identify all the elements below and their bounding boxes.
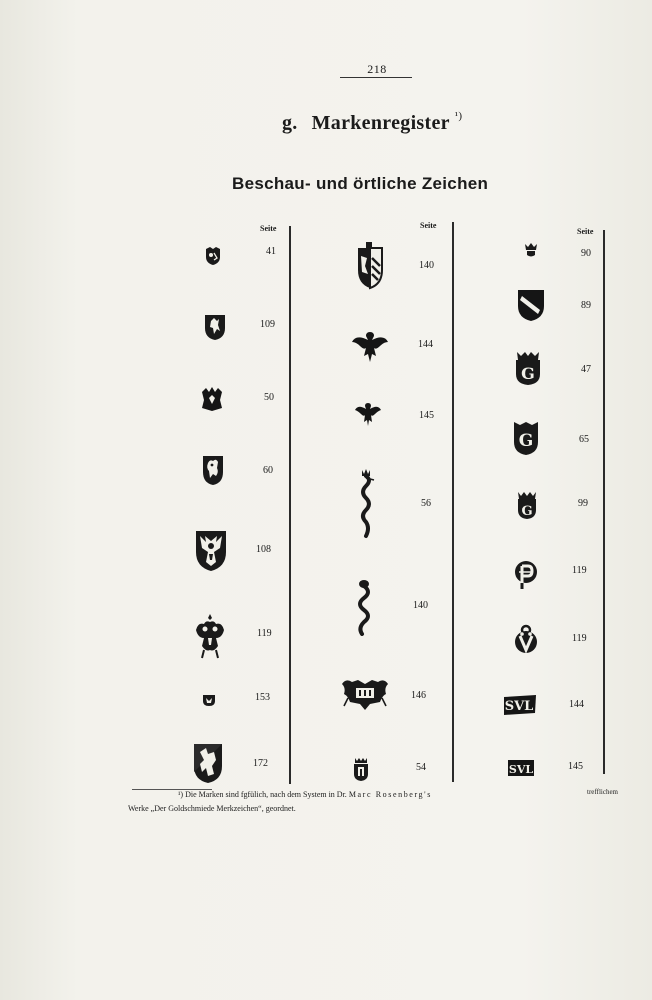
section-subheading: Beschau- und örtliche Zeichen — [232, 174, 489, 193]
crowned-tower-icon — [352, 756, 370, 782]
footnote-line-1 — [128, 788, 618, 802]
page-ref: 119 — [572, 633, 587, 644]
bend-shield-icon — [516, 288, 546, 322]
page-ref: 140 — [413, 600, 428, 611]
page-ref: 119 — [572, 565, 587, 576]
page-ref: 153 — [255, 692, 270, 703]
column-2-header: Seite — [420, 221, 437, 230]
column-1-rule — [289, 226, 291, 784]
eagle-shield-icon — [194, 528, 228, 572]
page-ref: 99 — [578, 498, 588, 509]
svg-text:G: G — [518, 431, 534, 451]
dark-crest-icon — [200, 386, 224, 412]
section-heading — [282, 112, 462, 135]
section-title: Markenregister — [311, 112, 450, 134]
section-letter: g. — [282, 112, 298, 134]
page-number: 218 — [367, 62, 387, 76]
footnote-reference: ¹) — [454, 110, 463, 123]
g-shield-icon — [512, 420, 540, 456]
page-ref: 50 — [264, 392, 274, 403]
ring-p-icon — [514, 558, 538, 590]
page-ref: 172 — [253, 758, 268, 769]
page-ref: 65 — [579, 434, 589, 445]
serpent-icon — [352, 578, 376, 636]
page-ref: 140 — [419, 260, 434, 271]
ring-v-icon — [514, 622, 538, 656]
svg-text:SVL: SVL — [508, 763, 534, 776]
column-3-rule — [603, 230, 605, 774]
page-ref: 47 — [581, 364, 591, 375]
page-ref: 144 — [569, 699, 584, 710]
page-ref: 144 — [418, 339, 433, 350]
ornate-cartouche-icon — [338, 676, 392, 712]
svg-text:G: G — [521, 504, 533, 519]
footnote — [128, 788, 618, 816]
page-ref: 146 — [411, 690, 426, 701]
crowned-g-small-icon — [516, 490, 538, 520]
footnote-line-1-text: ¹) Die Marken sind fgfülich, nach dem System in Dr. — [178, 790, 347, 799]
svg-text:SVL: SVL — [504, 699, 534, 714]
column-1-header: Seite — [260, 224, 277, 233]
column-3-header: Seite — [577, 227, 594, 236]
double-eagle-icon — [192, 612, 228, 660]
page-ref: 54 — [416, 762, 426, 773]
page-ref: 145 — [419, 410, 434, 421]
tiny-crown-icon — [524, 242, 538, 258]
footnote-author-name: Marc Rosenberg's — [348, 790, 432, 799]
crowned-serpent-icon — [354, 466, 378, 540]
column-2-rule — [452, 222, 454, 782]
tiny-eagle-icon — [202, 693, 216, 707]
page-ref: 119 — [257, 628, 272, 639]
spread-eagle-icon — [350, 328, 390, 364]
page-ref: 56 — [421, 498, 431, 509]
page-ref: 60 — [263, 465, 273, 476]
griffin-shield-icon — [192, 742, 224, 784]
page-ref: 41 — [266, 246, 276, 257]
page-ref: 109 — [260, 319, 275, 330]
footnote-line-2: Werke „Der Goldschmiede Merkzeichen“, geordnet. — [128, 804, 296, 813]
page-ref: 90 — [581, 248, 591, 259]
page-ref: 108 — [256, 544, 271, 555]
crowned-g-shield-icon — [514, 350, 542, 386]
svl-mark-icon — [502, 694, 538, 716]
footnote-line-1-end: trefflichem — [587, 788, 618, 796]
split-shield-eagle-icon — [356, 240, 384, 290]
lion-rampant-shield-icon — [204, 313, 226, 341]
page-ref: 145 — [568, 761, 583, 772]
small-shield-mark-icon — [204, 246, 222, 266]
small-spread-eagle-icon — [354, 400, 382, 428]
lion-shield-icon — [200, 454, 226, 486]
page-ref: 89 — [581, 300, 591, 311]
page-number-rule — [340, 77, 412, 78]
svg-text:G: G — [521, 364, 535, 383]
svl-small-mark-icon — [506, 758, 536, 778]
